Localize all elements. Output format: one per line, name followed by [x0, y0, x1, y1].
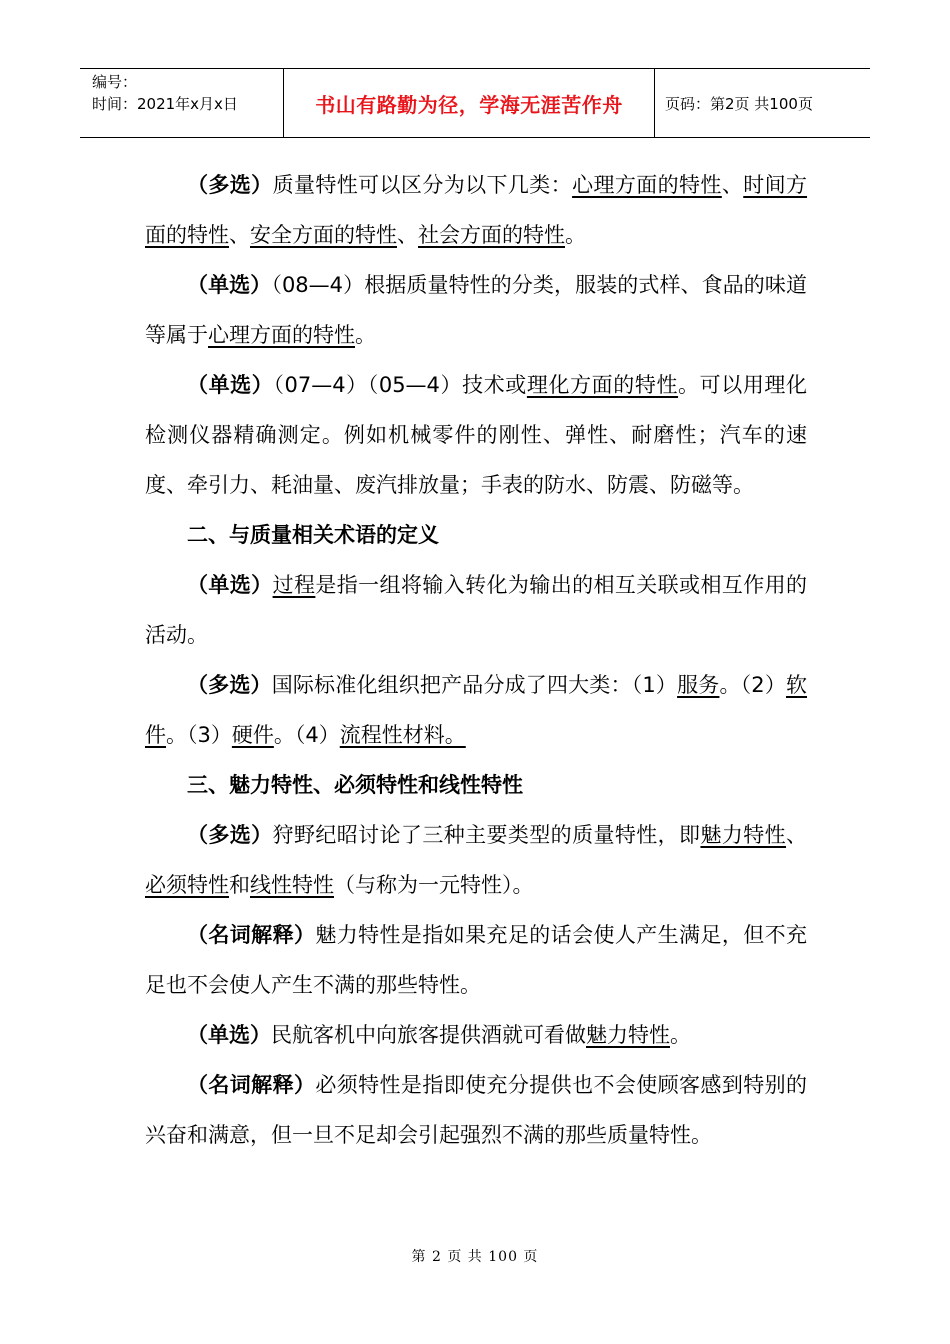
underlined-answer: 理化方面的特性	[526, 373, 679, 397]
paragraph-1	[145, 160, 807, 260]
question-tag: （单选）	[187, 373, 274, 397]
text: （07—4）（05—4）技术或	[273, 373, 527, 397]
paragraph-8	[145, 1010, 807, 1060]
underlined-answer: 服务	[677, 673, 720, 697]
question-tag: （多选）	[187, 673, 272, 697]
underlined-answer: 线性特性	[250, 873, 334, 897]
paragraph-4	[145, 560, 807, 660]
header-motto-cell	[283, 69, 655, 137]
paragraph-3	[145, 360, 807, 510]
underlined-answer: 心理方面的特性	[208, 323, 355, 347]
paragraph-5	[145, 660, 807, 760]
underlined-answer: 魅力特性	[700, 823, 787, 847]
underlined-answer: 安全方面的特性	[250, 223, 397, 247]
paragraph-9	[145, 1060, 807, 1160]
question-tag: （名词解释）	[187, 923, 316, 947]
underlined-answer: 魅力特性	[586, 1023, 670, 1047]
text: 、	[721, 173, 744, 197]
text: （08—4）根据质量特性的分类，服装的式样、食品的味道等属于	[145, 273, 807, 347]
text: 必须特性是指即使充分提供也不会使顾客感到特别的兴奋和满意，但一旦不足却会引起强烈不满的那些质量特性。	[145, 1073, 808, 1147]
text: 国际标准化组织把产品分成了四大类：（1）	[271, 673, 678, 697]
header-meta	[80, 69, 283, 137]
text: 质量特性可以区分为以下几类：	[272, 173, 573, 197]
text: 、	[786, 823, 808, 847]
section-heading-3: 三、魅力特性、必须特性和线性特性	[187, 773, 523, 797]
document-body	[145, 160, 807, 1160]
text: 。（3）	[166, 723, 232, 747]
text: （与称为一元特性）。	[334, 873, 534, 897]
paragraph-7	[145, 910, 807, 1010]
question-tag: （单选）	[187, 573, 273, 597]
section-heading-2: 二、与质量相关术语的定义	[187, 523, 439, 547]
underlined-answer: 硬件	[231, 723, 274, 747]
question-tag: （多选）	[187, 823, 273, 847]
underlined-answer: 心理方面的特性	[572, 173, 722, 197]
text: 民航客机中向旅客提供酒就可看做	[271, 1023, 586, 1047]
question-tag: （多选）	[187, 173, 273, 197]
page-footer: 第 2 页 共 100 页	[411, 1249, 539, 1265]
paragraph-2	[145, 260, 807, 360]
question-tag: （单选）	[187, 1023, 271, 1047]
underlined-answer: 时间方面的特性	[145, 173, 808, 247]
underlined-answer: 必须特性	[145, 873, 229, 897]
text: 。可以用理化检测仪器精确测定。例如机械零件的刚性、弹性、耐磨性；汽车的速度、牵引力、耗油量、废汽排放量；手表的防水、防震、防磁等。	[145, 373, 808, 497]
underlined-answer: 流程性材料。	[339, 723, 466, 747]
text: 、	[397, 223, 418, 247]
text: 、	[229, 223, 250, 247]
text: 狩野纪昭讨论了三种主要类型的质量特性，即	[272, 823, 701, 847]
document-header	[80, 68, 870, 138]
text: 是指一组将输入转化为输出的相互关联或相互作用的活动。	[145, 573, 808, 647]
question-tag: （名词解释）	[187, 1073, 316, 1097]
text: 。	[670, 1023, 691, 1047]
text: 。	[355, 323, 376, 347]
text: 。（2）	[719, 673, 787, 697]
paragraph-6	[145, 810, 807, 910]
question-tag: （单选）	[187, 273, 272, 297]
text: 魅力特性是指如果充足的话会使人产生满足，但不充足也不会使人产生不满的那些特性。	[145, 923, 808, 997]
time-label: 时间：2021年x月x日	[92, 95, 238, 113]
page-label: 页码：第2页 共100页	[665, 94, 813, 113]
text: 。（4）	[273, 723, 340, 747]
underlined-answer: 社会方面的特性	[418, 223, 565, 247]
underlined-answer: 软件	[145, 673, 808, 747]
text: 。	[565, 223, 586, 247]
header-page-cell	[655, 69, 870, 137]
underlined-answer: 过程	[272, 573, 316, 597]
text: 和	[229, 873, 250, 897]
motto: 书山有路勤为径，学海无涯苦作舟	[315, 92, 623, 117]
number-label: 编号：	[92, 73, 138, 91]
